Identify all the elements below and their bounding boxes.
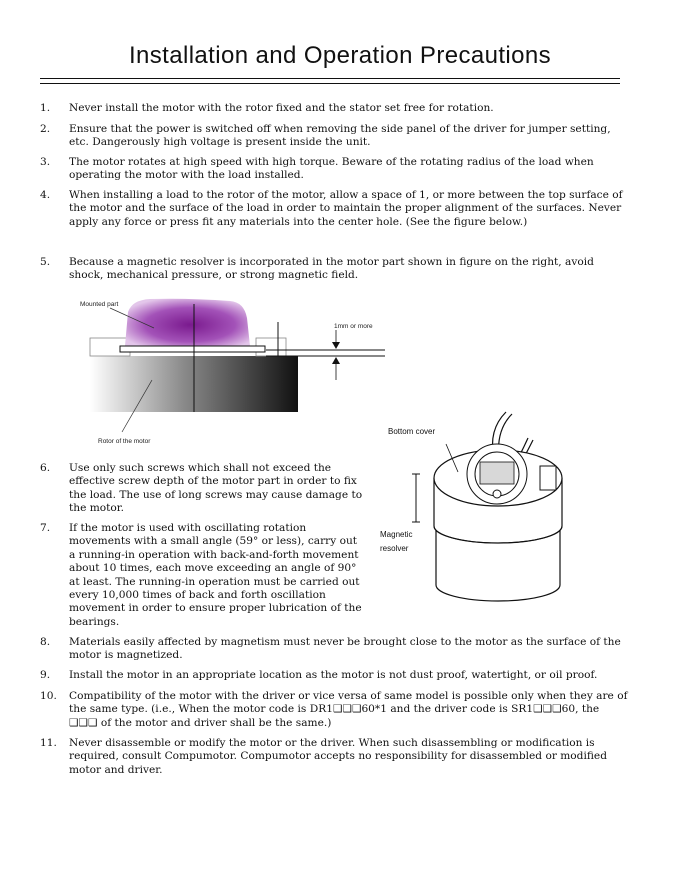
list-item bbox=[40, 522, 365, 629]
list-item bbox=[40, 636, 630, 663]
item-text: When installing a load to the rotor of the motor, allow a space of 1, or more between the top surface of the motor and the surface of the load in order to maintain the proper alignment of the surfaces. Never apply any force or press fit any materials into the center hole. (See the figure below.) bbox=[69, 189, 623, 228]
list-item bbox=[40, 462, 365, 516]
arrow-up-icon bbox=[332, 357, 340, 364]
item-text: If the motor is used with oscillating rotation movements with a small angle (59° or less), carry out a running-in operation with back-and-forth movement about 10 times, each move exceeding an angle of 90° at least. The running-in operation must be carried out every 10,000 times of back and forth oscillation movement in order to ensure proper lubrication of the bearings. bbox=[69, 522, 362, 628]
mounted-part-label: Mounted part bbox=[80, 301, 119, 308]
item-number: 8. bbox=[40, 636, 51, 648]
item-text: Materials easily affected by magnetism must never be brought close to the motor as the surface of the motor is magnetized. bbox=[69, 636, 621, 662]
item-number: 11. bbox=[40, 737, 57, 749]
item-number: 3. bbox=[40, 156, 51, 168]
list-item bbox=[40, 669, 630, 682]
title-rule-top bbox=[40, 78, 620, 79]
item-text: The motor rotates at high speed with high torque. Beware of the rotating radius of the load when operating the motor with the load installed. bbox=[69, 156, 594, 182]
motor-resolver-figure bbox=[378, 400, 603, 610]
mounting-gap-figure bbox=[70, 292, 400, 452]
connector-block bbox=[540, 466, 556, 490]
list-item bbox=[40, 156, 630, 183]
list-item bbox=[40, 123, 630, 150]
item-number: 10. bbox=[40, 690, 57, 702]
item-number: 1. bbox=[40, 102, 51, 114]
mounted-part-shape bbox=[125, 299, 250, 346]
page-title: Installation and Operation Precautions bbox=[128, 42, 552, 69]
resolver-label: resolver bbox=[380, 544, 409, 553]
item-number: 5. bbox=[40, 256, 51, 268]
item-number: 2. bbox=[40, 123, 51, 135]
magnetic-label: Magnetic bbox=[380, 530, 413, 539]
sensor-board bbox=[480, 462, 514, 484]
list-item bbox=[40, 737, 630, 777]
item-text: Compatibility of the motor with the driver or vice versa of same model is possible only when they are of the same type. (i.e., When the motor code is DR1❑❑❑60*1 and the driver code is SR1❑❑❑60, the ❑❑❑ of the motor and driver shall be the same.) bbox=[69, 690, 628, 729]
item-text: Use only such screws which shall not exceed the effective screw depth of the motor part in order to fix the load. The use of long screws may cause damage to the motor. bbox=[69, 462, 363, 515]
item-number: 9. bbox=[40, 669, 51, 681]
list-item bbox=[40, 102, 630, 115]
gap-plate bbox=[120, 346, 265, 352]
title-rule-bottom bbox=[40, 83, 620, 84]
list-item bbox=[40, 256, 630, 283]
item-text: Never install the motor with the rotor fixed and the stator set free for rotation. bbox=[69, 102, 494, 114]
item-text: Because a magnetic resolver is incorporated in the motor part shown in figure on the right, avoid shock, mechanical pressure, or strong magnetic field. bbox=[69, 256, 594, 282]
center-hole bbox=[493, 490, 501, 498]
gap-label: 1mm or more bbox=[334, 323, 373, 330]
item-text: Ensure that the power is switched off when removing the side panel of the driver for jumper setting, etc. Dangerously high voltage is present inside the unit. bbox=[69, 123, 611, 149]
item-text: Never disassemble or modify the motor or the driver. When such disassembling or modification is required, consult Compumotor. Compumotor accepts no responsibility for disassembled or modified motor and driver. bbox=[69, 737, 607, 776]
rotor-label: Rotor of the motor bbox=[98, 438, 151, 445]
item-number: 7. bbox=[40, 522, 51, 534]
list-item bbox=[40, 690, 630, 730]
item-number: 6. bbox=[40, 462, 51, 474]
list-item bbox=[40, 189, 630, 229]
item-number: 4. bbox=[40, 189, 51, 201]
arrow-down-icon bbox=[332, 342, 340, 349]
item-text: Install the motor in an appropriate location as the motor is not dust proof, watertight, or oil proof. bbox=[69, 669, 598, 681]
bottom-cover-label: Bottom cover bbox=[388, 427, 436, 436]
